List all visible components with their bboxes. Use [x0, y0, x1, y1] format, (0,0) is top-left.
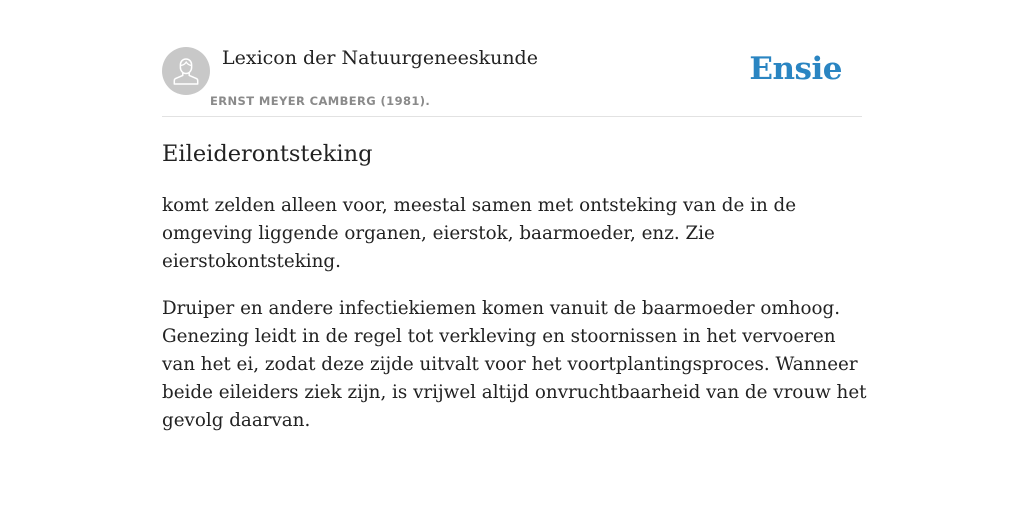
user-silhouette-icon	[173, 56, 199, 86]
author-credit: ERNST MEYER CAMBERG (1981).	[210, 94, 431, 108]
article-paragraph: komt zelden alleen voor, meestal samen met ontsteking van de in de omgeving liggende organen, eierstok, baarmoeder, enz. Zie eierstokontsteking.	[162, 195, 797, 272]
avatar[interactable]	[162, 47, 210, 95]
article-title: Eileiderontsteking	[162, 141, 373, 167]
source-header	[162, 0, 862, 117]
source-title[interactable]: Lexicon der Natuurgeneeskunde	[222, 47, 538, 69]
article	[162, 138, 867, 435]
brand-logo[interactable]: Ensie	[749, 51, 842, 87]
article-paragraph: Druiper en andere infectiekiemen komen vanuit de baarmoeder omhoog. Genezing leidt in de regel tot verkleving en stoornissen in het vervoeren van het ei, zodat deze zijde uitvalt voor het voortplantingsproces. Wanneer beide eileiders ziek zijn, is vrijwel altijd onvruchtbaarheid van de vrouw het gevolg daarvan.	[162, 298, 867, 431]
